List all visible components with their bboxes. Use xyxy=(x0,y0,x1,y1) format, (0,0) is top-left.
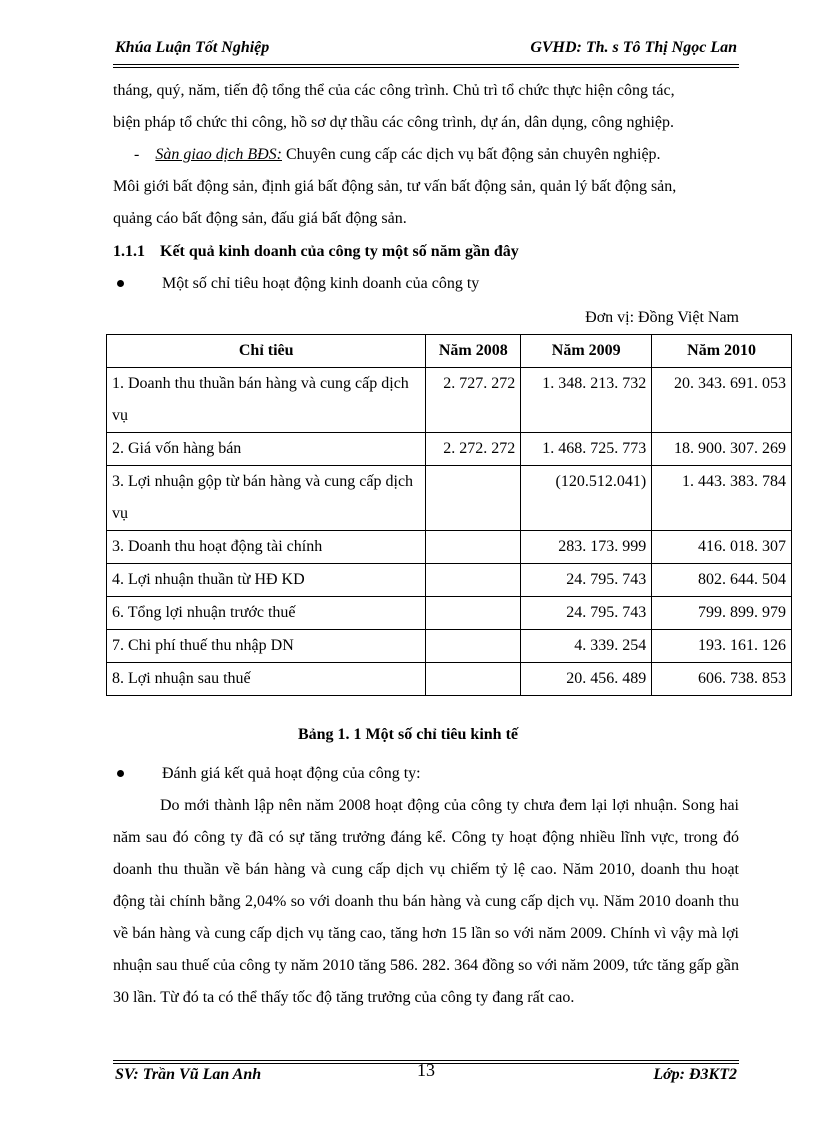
value-2009: 20. 456. 489 xyxy=(521,663,652,696)
value-2009: 1. 348. 213. 732 xyxy=(521,368,652,433)
row-label: 7. Chi phí thuế thu nhập DN xyxy=(107,630,426,663)
dash-item xyxy=(134,139,661,171)
class-code: Lớp: Đ3KT2 xyxy=(653,1066,737,1083)
table-row xyxy=(107,663,792,696)
value-2008 xyxy=(426,564,521,597)
value-2008 xyxy=(426,663,521,696)
value-2010: 193. 161. 126 xyxy=(652,630,792,663)
col-header-2010: Năm 2010 xyxy=(652,335,792,368)
thesis-title: Khúa Luận Tốt Nghiệp xyxy=(115,39,270,56)
value-2010: 416. 018. 307 xyxy=(652,531,792,564)
bullet-text-2: Đánh giá kết quả hoạt động của công ty: xyxy=(162,765,421,782)
supervisor-name: GVHD: Th. s Tô Thị Ngọc Lan xyxy=(530,39,737,56)
row-label: 8. Lợi nhuận sau thuế xyxy=(107,663,426,696)
intro-line-5: quảng cáo bất động sản, đấu giá bất động sản. xyxy=(113,210,407,227)
bullet-item-1 xyxy=(113,268,479,300)
table-row xyxy=(107,531,792,564)
row-label: 1. Doanh thu thuần bán hàng và cung cấp dịch vụ xyxy=(107,368,426,433)
table-row xyxy=(107,564,792,597)
table-row xyxy=(107,597,792,630)
page-footer xyxy=(113,1060,739,1090)
table-row xyxy=(107,368,792,433)
value-2009: (120.512.041) xyxy=(521,466,652,531)
value-2008 xyxy=(426,466,521,531)
bullet-icon xyxy=(117,280,124,287)
value-2008: 2. 727. 272 xyxy=(426,368,521,433)
row-label: 3. Lợi nhuận gộp từ bán hàng và cung cấp dịch vụ xyxy=(107,466,426,531)
header-rule xyxy=(113,64,739,68)
bullet-icon xyxy=(117,770,124,777)
value-2009: 283. 173. 999 xyxy=(521,531,652,564)
value-2009: 24. 795. 743 xyxy=(521,564,652,597)
table-row xyxy=(107,433,792,466)
page-number: 13 xyxy=(417,1060,435,1080)
value-2010: 20. 343. 691. 053 xyxy=(652,368,792,433)
value-2010: 799. 899. 979 xyxy=(652,597,792,630)
dash-symbol: - xyxy=(134,146,140,163)
bullet-item-2 xyxy=(113,758,421,790)
value-2010: 1. 443. 383. 784 xyxy=(652,466,792,531)
value-2010: 606. 738. 853 xyxy=(652,663,792,696)
row-label: 3. Doanh thu hoạt động tài chính xyxy=(107,531,426,564)
value-2008: 2. 272. 272 xyxy=(426,433,521,466)
value-2008 xyxy=(426,630,521,663)
dash-label: Sàn giao dịch BĐS: xyxy=(155,146,282,163)
evaluation-paragraph: Do mới thành lập nên năm 2008 hoạt động của công ty chưa đem lại lợi nhuận. Song hai năm sau đó công ty đã có sự tăng trưởng đáng kể. Công ty hoạt động nhiều lĩnh vực, trong đó doanh thu thuần về bán hàng và cung cấp dịch vụ chiếm tỷ lệ cao. Năm 2010, doanh thu hoạt động tài chính bằng 2,04% so với doanh thu bán hàng và cung cấp dịch vụ. Năm 2010 doanh thu về bán hàng và cung cấp dịch vụ tăng cao, tăng hơn 15 lần so với năm 2009. Chính vì vậy mà lợi nhuận sau thuế của công ty năm 2010 tăng 586. 282. 364 đồng so với năm 2009, tức tăng gấp gần 30 lần. Từ đó ta có thể thấy tốc độ tăng trưởng của công ty đang rất cao. xyxy=(113,797,739,1006)
row-label: 2. Giá vốn hàng bán xyxy=(107,433,426,466)
value-2009: 1. 468. 725. 773 xyxy=(521,433,652,466)
section-number: 1.1.1 xyxy=(113,243,145,260)
row-label: 4. Lợi nhuận thuần từ HĐ KD xyxy=(107,564,426,597)
intro-line-4: Môi giới bất động sản, định giá bất động sản, tư vấn bất động sản, quản lý bất động sản, xyxy=(113,178,677,195)
col-header-2009: Năm 2009 xyxy=(521,335,652,368)
table-row xyxy=(107,630,792,663)
table-row xyxy=(107,466,792,531)
section-heading xyxy=(113,236,519,268)
table-header-row xyxy=(107,335,792,368)
col-header-2008: Năm 2008 xyxy=(426,335,521,368)
col-header-indicator: Chỉ tiêu xyxy=(107,335,426,368)
indicators-table xyxy=(106,334,792,696)
intro-line-1: tháng, quý, năm, tiến độ tổng thể của các công trình. Chủ trì tổ chức thực hiện công tác, xyxy=(113,82,675,99)
value-2009: 24. 795. 743 xyxy=(521,597,652,630)
page-header xyxy=(113,38,739,64)
value-2010: 18. 900. 307. 269 xyxy=(652,433,792,466)
row-label: 6. Tổng lợi nhuận trước thuế xyxy=(107,597,426,630)
intro-line-2: biện pháp tổ chức thi công, hồ sơ dự thầu các công trình, dự án, dân dụng, công nghiệp. xyxy=(113,114,675,131)
bullet-text-1: Một số chỉ tiêu hoạt động kinh doanh của công ty xyxy=(162,275,480,292)
value-2008 xyxy=(426,531,521,564)
dash-text: Chuyên cung cấp các dịch vụ bất động sản chuyên nghiệp. xyxy=(281,146,661,163)
value-2010: 802. 644. 504 xyxy=(652,564,792,597)
value-2009: 4. 339. 254 xyxy=(521,630,652,663)
student-name: SV: Trần Vũ Lan Anh xyxy=(115,1066,262,1083)
table-caption: Bảng 1. 1 Một số chỉ tiêu kinh tế xyxy=(297,726,518,743)
section-title: Kết quả kinh doanh của công ty một số năm gần đây xyxy=(160,243,519,260)
unit-label: Đơn vị: Đồng Việt Nam xyxy=(585,309,739,326)
value-2008 xyxy=(426,597,521,630)
